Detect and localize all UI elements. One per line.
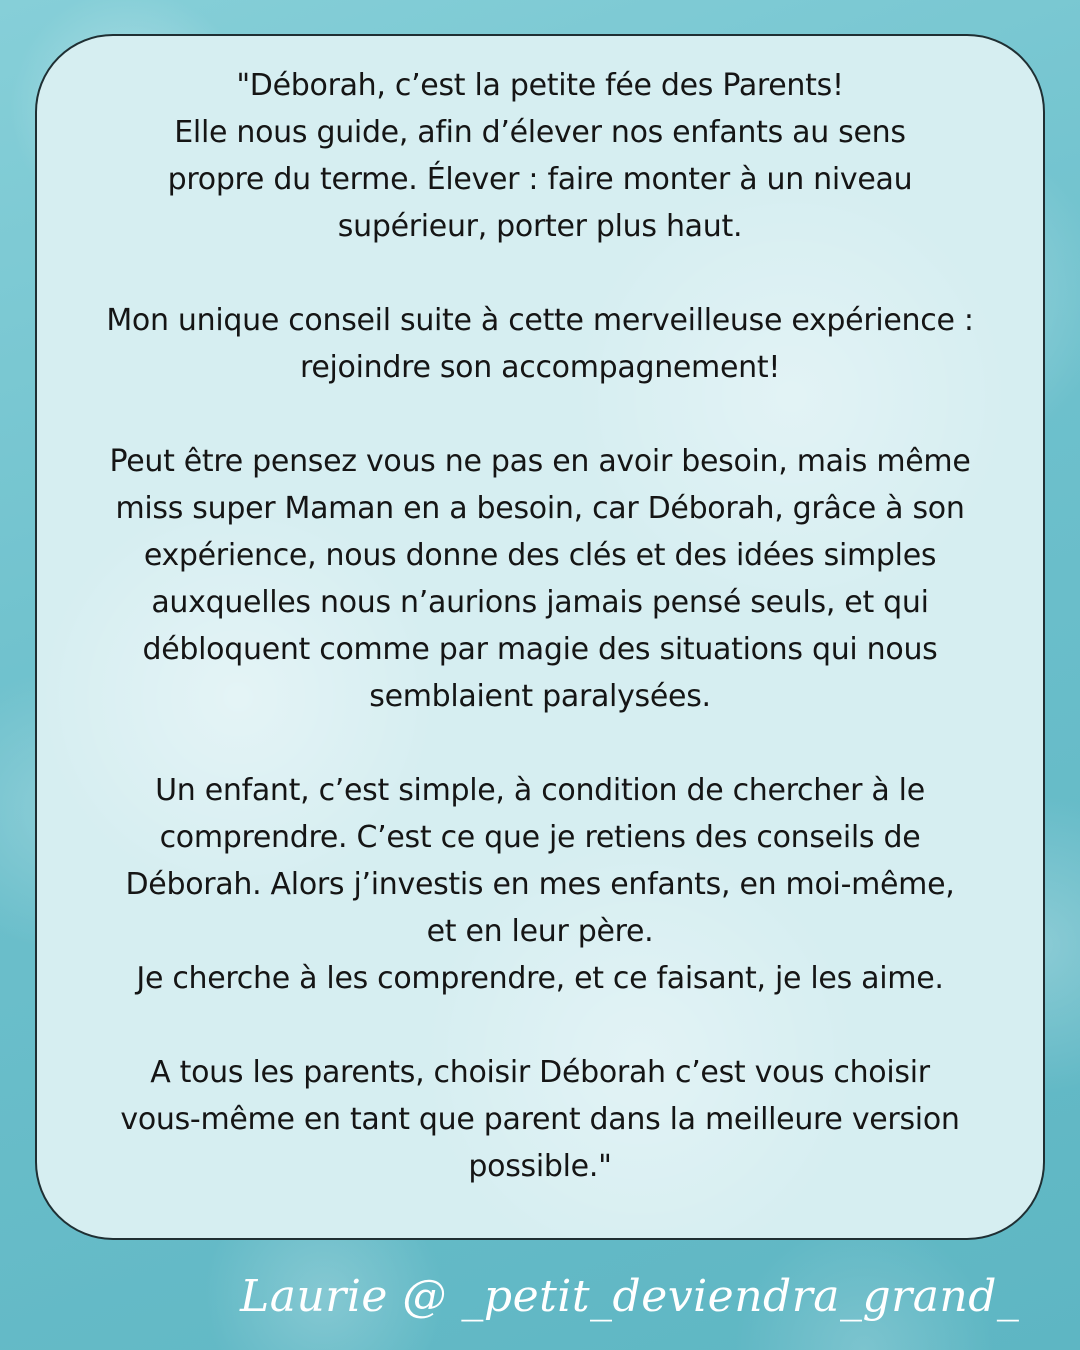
quote-paragraph-1 <box>47 62 1033 250</box>
quote-line: vous-même en tant que parent dans la meilleure version <box>120 1102 960 1137</box>
testimonial-card <box>35 34 1045 1240</box>
quote-line: Un enfant, c’est simple, à condition de chercher à le <box>155 773 925 808</box>
quote-paragraph-5 <box>47 1049 1033 1190</box>
quote-line: miss super Maman en a besoin, car Déborah, grâce à son <box>115 491 965 526</box>
quote-line: Je cherche à les comprendre, et ce faisant, je les aime. <box>136 961 944 996</box>
quote-line: Déborah. Alors j’investis en mes enfants, en moi-même, <box>125 867 955 902</box>
quote-paragraph-3 <box>47 438 1033 720</box>
quote-line: "Déborah, c’est la petite fée des Parents! <box>236 68 844 103</box>
quote-line: Mon unique conseil suite à cette merveilleuse expérience : <box>106 303 974 338</box>
author-signature: Laurie @ _petit_deviendra_grand_ <box>240 1271 1020 1322</box>
quote-line: supérieur, porter plus haut. <box>337 209 743 244</box>
quote-line: et en leur père. <box>426 914 654 949</box>
quote-line: semblaient paralysées. <box>369 679 711 714</box>
quote-line: Elle nous guide, afin d’élever nos enfants au sens <box>174 115 906 150</box>
quote-line: Peut être pensez vous ne pas en avoir besoin, mais même <box>109 444 971 479</box>
quote-line: A tous les parents, choisir Déborah c’est vous choisir <box>150 1055 930 1090</box>
quote-line: auxquelles nous n’aurions jamais pensé seuls, et qui <box>151 585 929 620</box>
quote-line: débloquent comme par magie des situations qui nous <box>142 632 938 667</box>
quote-paragraph-2 <box>47 297 1033 391</box>
testimonial-quote <box>47 62 1033 1190</box>
quote-line: propre du terme. Élever : faire monter à un niveau <box>167 162 913 197</box>
quote-paragraph-4 <box>47 767 1033 1002</box>
quote-line: comprendre. C’est ce que je retiens des conseils de <box>159 820 921 855</box>
quote-line: rejoindre son accompagnement! <box>299 350 781 385</box>
quote-line: possible." <box>468 1149 612 1184</box>
quote-line: expérience, nous donne des clés et des idées simples <box>143 538 937 573</box>
